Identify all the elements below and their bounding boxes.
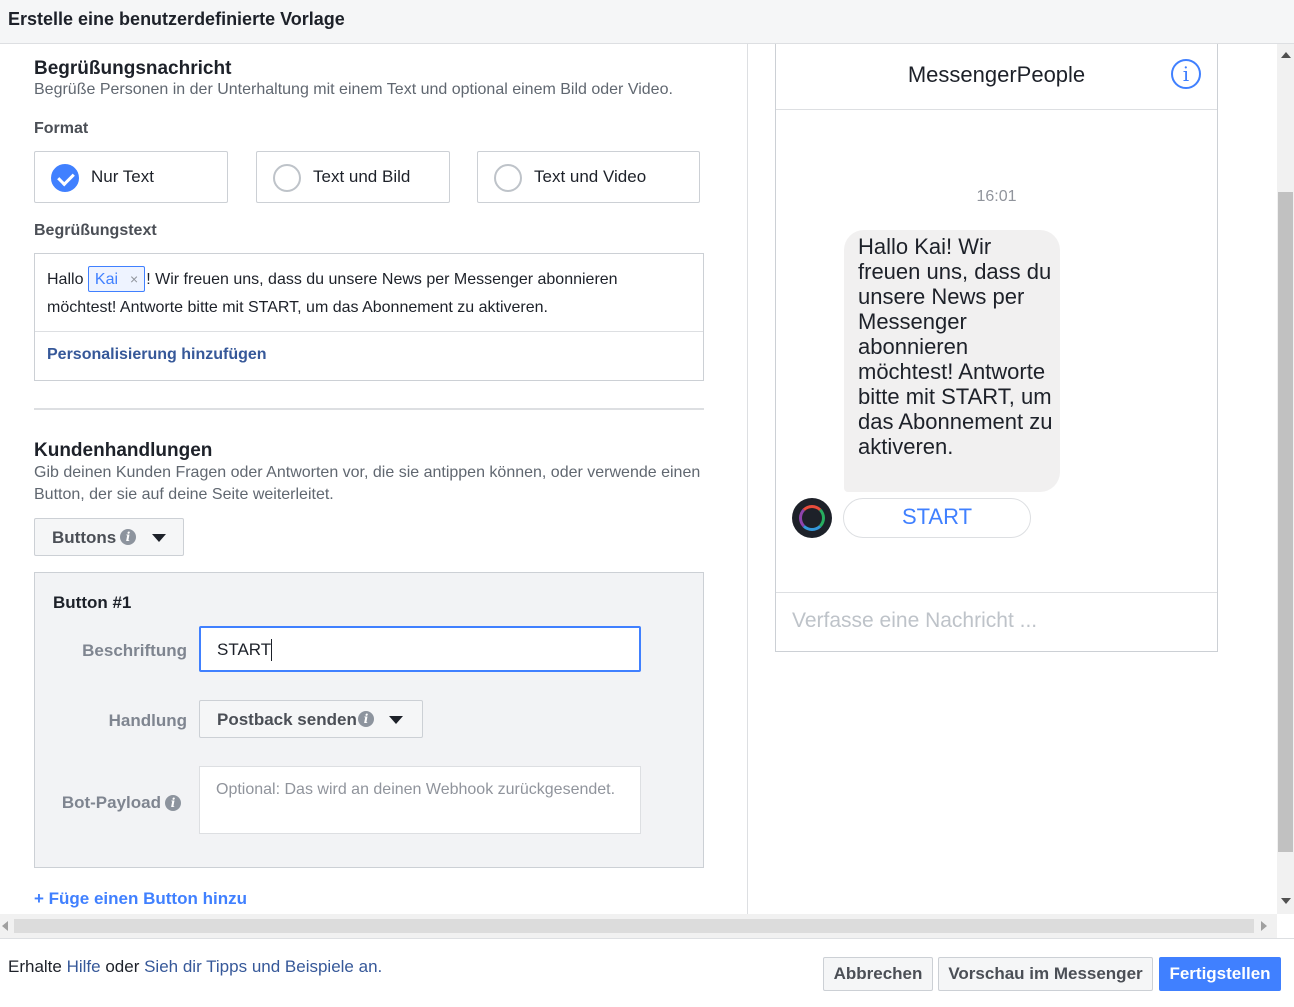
- chevron-down-icon: [389, 716, 403, 724]
- message-timestamp: 16:01: [976, 188, 1017, 205]
- format-option-label: Text und Video: [534, 167, 647, 186]
- format-option-label: Text und Bild: [313, 167, 411, 186]
- scroll-up-icon[interactable]: [1281, 52, 1291, 58]
- section-divider: [34, 408, 704, 410]
- avatar: [792, 498, 832, 538]
- format-option-text-video[interactable]: [477, 151, 700, 203]
- caption-input[interactable]: [199, 626, 641, 672]
- scrollbar-thumb[interactable]: [14, 919, 1254, 933]
- info-icon[interactable]: i: [120, 529, 136, 545]
- scroll-right-icon[interactable]: [1261, 921, 1267, 931]
- message-bubble: [844, 230, 1060, 492]
- help-middle: oder: [100, 957, 145, 976]
- editor-pane: [0, 44, 748, 914]
- help-link[interactable]: Hilfe: [66, 957, 101, 976]
- greeting-heading: Begrüßungsnachricht: [34, 58, 232, 79]
- action-type-dropdown[interactable]: [34, 518, 184, 556]
- caption-value: START: [217, 640, 272, 659]
- info-icon[interactable]: i: [1171, 59, 1201, 89]
- preview-start-button[interactable]: START: [843, 498, 1031, 538]
- close-icon[interactable]: ×: [130, 271, 139, 287]
- payload-input[interactable]: [199, 766, 641, 834]
- caption-label: Beschriftung: [82, 641, 187, 660]
- preview-pane: [749, 44, 1277, 914]
- dialog-header: [0, 0, 1294, 44]
- greeting-text-start: Hallo: [47, 271, 88, 288]
- payload-placeholder: Optional: Das wird an deinen Webhook zurückgesendet.: [216, 781, 616, 798]
- info-icon[interactable]: i: [358, 711, 374, 727]
- format-option-label: Nur Text: [91, 167, 154, 186]
- finish-button[interactable]: Fertigstellen: [1159, 957, 1281, 991]
- add-button-link[interactable]: + Füge einen Button hinzu: [34, 889, 247, 908]
- format-option-text-image[interactable]: [256, 151, 450, 203]
- info-icon[interactable]: i: [165, 795, 181, 811]
- actions-heading: Kundenhandlungen: [34, 440, 213, 461]
- radio-circle-icon: [273, 164, 301, 192]
- action-label: Handlung: [108, 711, 187, 730]
- scrollbar-thumb[interactable]: [1278, 192, 1293, 852]
- scroll-down-icon[interactable]: [1281, 898, 1291, 904]
- dialog-title: Erstelle eine benutzerdefinierte Vorlage: [8, 9, 345, 29]
- vertical-scrollbar[interactable]: [1277, 44, 1294, 914]
- add-personalization-link[interactable]: Personalisierung hinzufügen: [47, 346, 267, 363]
- page-name: MessengerPeople: [907, 62, 1086, 87]
- greeting-text-content[interactable]: [47, 266, 687, 322]
- composer-placeholder: Verfasse eine Nachricht ...: [792, 609, 1038, 632]
- horizontal-scrollbar[interactable]: [0, 914, 1277, 938]
- greeting-text-rest: ! Wir freuen uns, dass du unsere News per Messenger abonnieren möchtest! Antworte bitte mit START, um das Abonnement zu aktiveren.: [47, 271, 618, 316]
- text-cursor: [271, 639, 272, 661]
- payload-label: Bot-Payload: [61, 793, 161, 812]
- personalization-token[interactable]: [88, 266, 145, 292]
- preview-header: [776, 44, 1217, 110]
- greeting-description: Begrüße Personen in der Unterhaltung mit einem Text und optional einem Bild oder Video.: [34, 81, 673, 98]
- dialog-footer: [0, 938, 1294, 1007]
- action-select-value: Postback senden: [217, 710, 357, 729]
- chevron-down-icon: [152, 534, 166, 542]
- button-panel-title: Button #1: [53, 593, 132, 612]
- help-text: [8, 957, 382, 977]
- radio-circle-icon: [494, 164, 522, 192]
- help-prefix: Erhalte: [8, 957, 67, 976]
- messenger-preview: [775, 44, 1218, 652]
- format-option-text-only[interactable]: [34, 151, 228, 203]
- greeting-text-editor[interactable]: [34, 253, 704, 381]
- preview-in-messenger-button[interactable]: Vorschau im Messenger: [938, 957, 1153, 991]
- actions-description: Gib deinen Kunden Fragen oder Antworten vor, die sie antippen können, oder verwende einen Button, der sie auf deine Seite weiterleitet.: [34, 464, 701, 503]
- checkmark-icon: [51, 164, 79, 192]
- cancel-button[interactable]: Abbrechen: [823, 957, 933, 991]
- page-logo-icon: [799, 505, 825, 531]
- tips-link[interactable]: Sieh dir Tipps und Beispiele an.: [144, 957, 383, 976]
- message-text: Hallo Kai! Wir freuen uns, dass du unsere News per Messenger abonnieren möchtest! Antworte bitte mit START, um das Abonnement zu aktiveren.: [858, 234, 1053, 459]
- divider: [35, 331, 703, 332]
- token-label: Kai: [94, 271, 119, 288]
- scroll-left-icon[interactable]: [2, 921, 8, 931]
- action-select[interactable]: [199, 700, 423, 738]
- greeting-text-label: Begrüßungstext: [34, 222, 157, 239]
- button-config-panel: [34, 572, 704, 868]
- format-label: Format: [34, 120, 89, 137]
- message-composer[interactable]: [776, 592, 1217, 651]
- dropdown-label: Buttons: [52, 528, 117, 547]
